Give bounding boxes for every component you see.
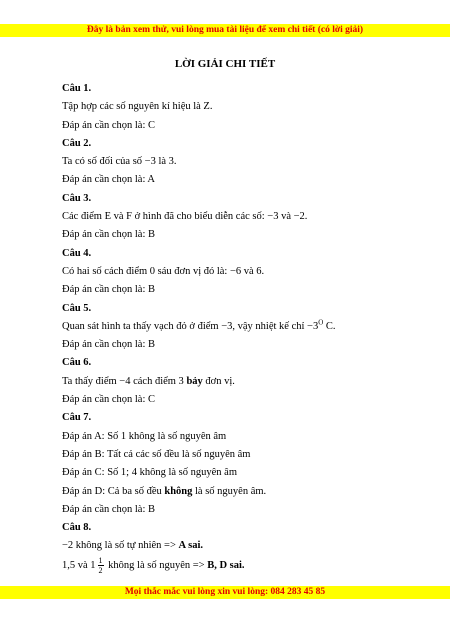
question-5-label: Câu 5. (62, 302, 92, 314)
question-3-answer: Đáp án cần chọn là: B (62, 229, 156, 241)
question-3-label: Câu 3. (62, 192, 92, 204)
page-title: LỜI GIẢI CHI TIẾT (174, 58, 276, 70)
question-1-answer: Đáp án cần chọn là: C (62, 119, 156, 131)
question-8-line-2-text: 1,5 và 1 (62, 559, 96, 571)
question-2-text: Ta có số đối của số −3 là 3. (62, 156, 177, 168)
fraction-numerator: 1 (98, 555, 103, 565)
question-4-answer: Đáp án cần chọn là: B (62, 284, 156, 296)
question-7-option-b: Đáp án B: Tất cả các số đều là số nguyên âm (62, 448, 251, 460)
question-6-bold: bảy (186, 375, 203, 387)
question-6-label: Câu 6. (62, 357, 92, 369)
question-7-answer: Đáp án cần chọn là: B (62, 503, 156, 515)
question-5-text-main: Quan sát hình ta thấy vạch đỏ ở điểm −3, vậy nhiệt kế chỉ −3 (62, 320, 319, 332)
question-7-option-d-start: Đáp án D: Cả ba số đều (62, 485, 165, 497)
question-6-text (62, 373, 402, 391)
contact-banner: Mọi thắc mắc vui lòng xin vui lòng: 084 283 45 85 (0, 586, 450, 599)
question-7-option-a: Đáp án A: Số 1 không là số nguyên âm (62, 430, 227, 442)
question-4-text: Có hai số cách điểm 0 sáu đơn vị đó là: −6 và 6. (62, 265, 265, 277)
question-8-line-1 (62, 537, 402, 555)
question-3-text: Các điểm E và F ở hình đã cho biểu diễn các số: −3 và −2. (62, 211, 308, 223)
question-8-label: Câu 8. (62, 522, 92, 534)
question-5-text (62, 318, 402, 336)
question-7-option-d-bold: không (164, 485, 193, 497)
question-2-answer: Đáp án cần chọn là: A (62, 174, 156, 186)
question-7-option-d (62, 483, 402, 501)
question-5-answer: Đáp án cần chọn là: B (62, 339, 156, 351)
question-8-line-1-bold: A sai. (178, 540, 204, 552)
question-8-line-1-text: −2 không là số tự nhiên => (62, 540, 179, 552)
question-1-text: Tập hợp các số nguyên kí hiệu là Z. (62, 101, 213, 113)
question-8-line-2-middle: không là số nguyên => (105, 559, 208, 571)
question-7-option-d-end: là số nguyên âm. (192, 485, 267, 497)
degree-superscript: O (318, 318, 324, 327)
question-1-label: Câu 1. (62, 83, 92, 94)
fraction-denominator: 2 (98, 565, 103, 575)
question-7-option-c: Đáp án C: Số 1; 4 không là số nguyên âm (62, 467, 237, 479)
question-6-text-end: đơn vị. (202, 375, 235, 387)
question-5-text-unit: C. (323, 320, 336, 332)
question-4-label: Câu 4. (62, 247, 92, 259)
solution-content (62, 80, 402, 574)
question-7-label: Câu 7. (62, 412, 92, 424)
question-2-label: Câu 2. (62, 137, 92, 149)
question-8-line-2-bold: B, D sai. (207, 559, 245, 571)
preview-banner: Đây là bản xem thử, vui lòng mua tài liệu để xem chi tiết (có lời giải) (0, 24, 450, 37)
fraction (98, 556, 104, 575)
question-6-text-start: Ta thấy điểm −4 cách điểm 3 (62, 375, 187, 387)
question-8-line-2 (62, 556, 402, 574)
question-6-answer: Đáp án cần chọn là: C (62, 394, 156, 406)
